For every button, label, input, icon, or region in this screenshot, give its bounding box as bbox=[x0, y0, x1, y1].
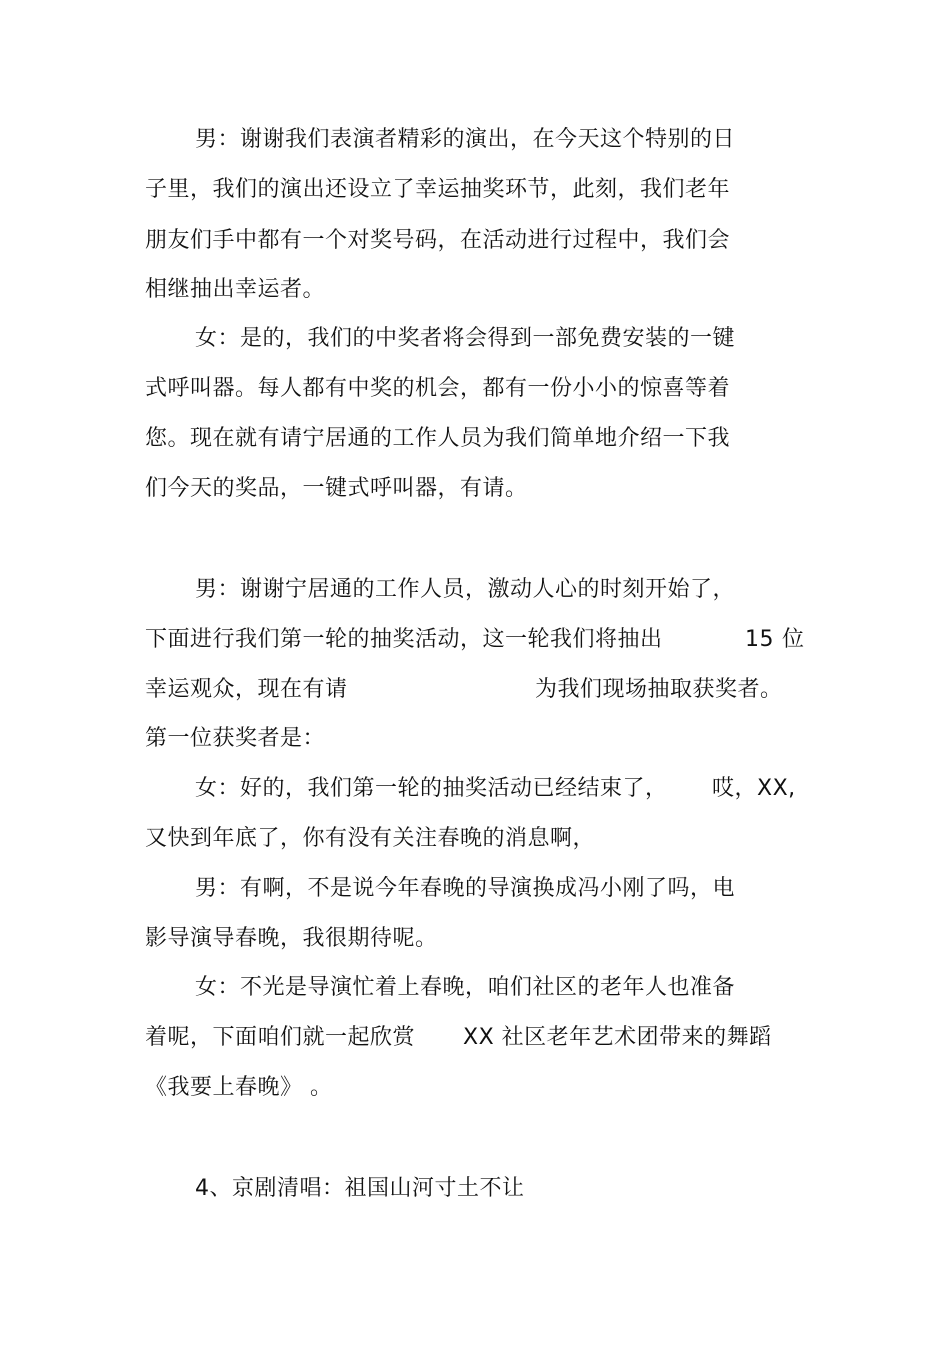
paragraph-line: 下面进行我们第一轮的抽奖活动，这一轮我们将抽出 bbox=[145, 627, 663, 652]
paragraph-line: 女：是的，我们的中奖者将会得到一部免费安装的一键 bbox=[195, 326, 736, 351]
paragraph-line: XX 社区老年艺术团带来的舞蹈 bbox=[463, 1025, 772, 1050]
paragraph-line: 《我要上春晚》 。 bbox=[145, 1075, 333, 1100]
paragraph-line: 着呢，下面咱们就一起欣赏 bbox=[145, 1025, 416, 1050]
prize-count: 15 bbox=[745, 627, 774, 652]
paragraph-line: 女：不光是导演忙着上春晚，咱们社区的老年人也准备 bbox=[195, 975, 736, 1000]
paragraph-line: 相继抽出幸运者。 bbox=[145, 277, 326, 302]
paragraph-line: 女：好的，我们第一轮的抽奖活动已经结束了， bbox=[195, 776, 668, 801]
paragraph-line: 男：有啊，不是说今年春晚的导演换成冯小刚了吗，电 bbox=[195, 876, 736, 901]
paragraph-line: 为我们现场抽取获奖者。 bbox=[535, 677, 783, 702]
paragraph-line: 子里，我们的演出还设立了幸运抽奖环节，此刻，我们老年 bbox=[145, 177, 731, 202]
paragraph-line: 男：谢谢我们表演者精彩的演出，在今天这个特别的日 bbox=[195, 127, 736, 152]
paragraph-line: 哎，XX, bbox=[712, 776, 796, 801]
paragraph-line: 幸运观众，现在有请 bbox=[145, 677, 348, 702]
section-heading: 4、京剧清唱：祖国山河寸土不让 bbox=[195, 1176, 525, 1201]
paragraph-line: 男：谢谢宁居通的工作人员，激动人心的时刻开始了， bbox=[195, 577, 736, 602]
paragraph-line: 影导演导春晚，我很期待呢。 bbox=[145, 926, 438, 951]
paragraph-line: 又快到年底了，你有没有关注春晚的消息啊， bbox=[145, 826, 596, 851]
paragraph-line: 们今天的奖品，一键式呼叫器，有请。 bbox=[145, 476, 528, 501]
paragraph-line: 第一位获奖者是： bbox=[145, 726, 326, 751]
paragraph-line: 位 bbox=[782, 627, 805, 652]
paragraph-line: 式呼叫器。每人都有中奖的机会，都有一份小小的惊喜等着 bbox=[145, 376, 731, 401]
paragraph-line: 您。现在就有请宁居通的工作人员为我们简单地介绍一下我 bbox=[145, 426, 731, 451]
paragraph-line: 朋友们手中都有一个对奖号码，在活动进行过程中，我们会 bbox=[145, 228, 731, 253]
